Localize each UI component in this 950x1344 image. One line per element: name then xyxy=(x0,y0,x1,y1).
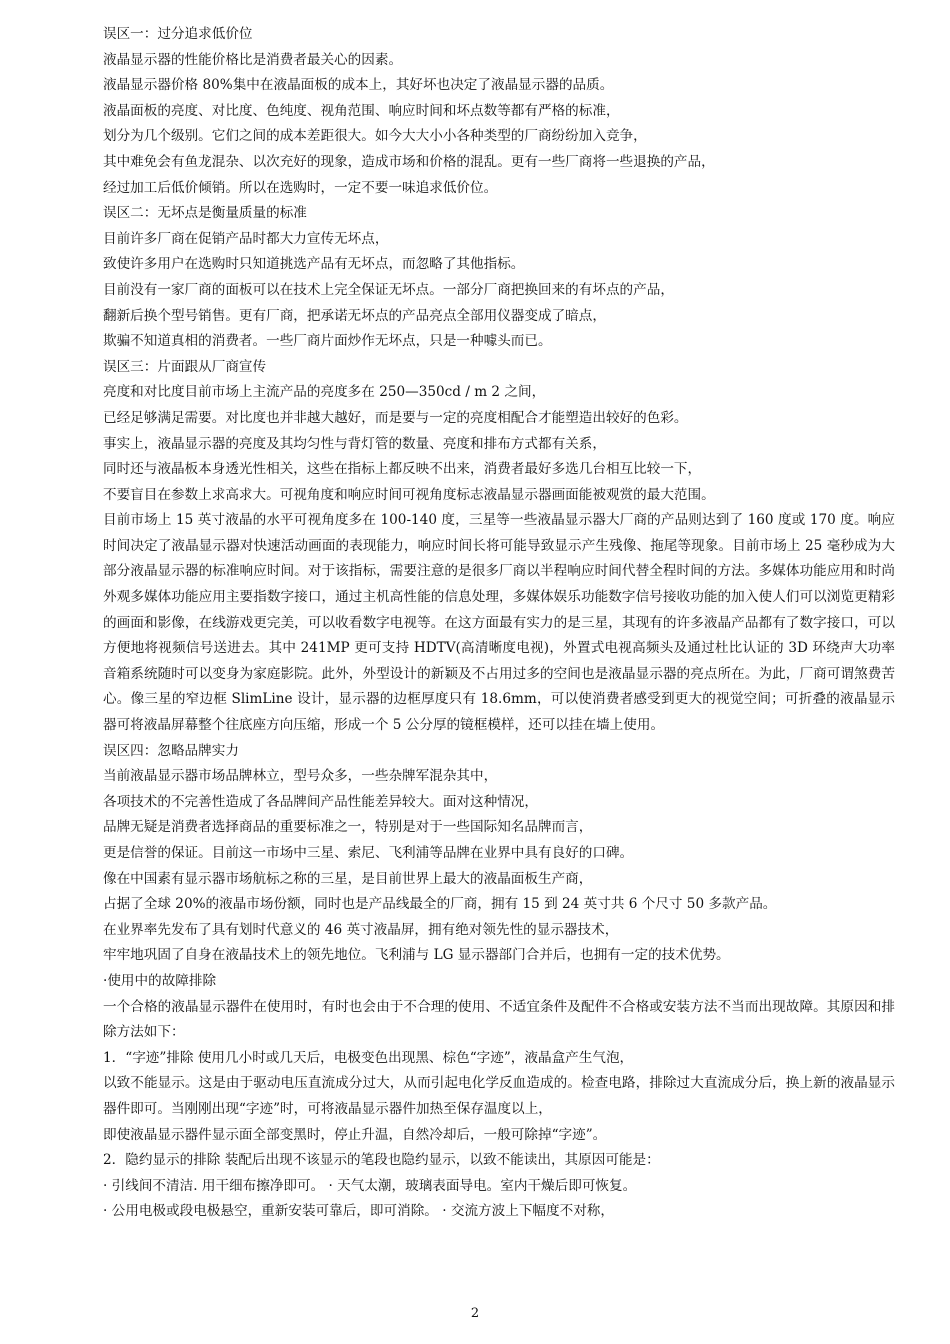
section-heading-4: 误区四：忽略品牌实力 xyxy=(103,742,239,759)
text-line: 同时还与液晶板本身透光性相关，这些在指标上都反映不出来，消费者最好多选几台相互比较一下， xyxy=(103,461,702,478)
bullet-line: · 公用电极或段电极悬空，重新安装可靠后，即可消除。 · 交流方波上下幅度不对称， xyxy=(103,1203,614,1220)
section-heading-2: 误区二：无坏点是衡量质量的标准 xyxy=(103,205,307,222)
text-line: 目前没有一家厂商的面板可以在技术上完全保证无坏点。一部分厂商把换回来的有坏点的产品， xyxy=(103,281,674,298)
text-line: 亮度和对比度目前市场上主流产品的亮度多在 250—350cd / m 2 之间， xyxy=(103,384,546,401)
text-paragraph: 目前市场上 15 英寸液晶的水平可视角度多在 100-140 度，三星等一些液晶显示器大厂商的产品则达到了 160 度或 170 度。响应时间决定了液晶显示器对快速活动画面的表现能力，响应时间长将可能导致显示产生残像、拖尾等现象。目前市场上 25 毫秒成为大部分液晶显示器的标准响应时间。对于该指标，需要注意的是很多厂商以半程响应时间代替全程时间的方法。多媒体功能应用和时尚外观多媒体功能应用主要指数字接口，通过主机高性能的信息处理，多媒体娱乐功能数字信号接收功能的加入使人们可以浏览更精彩的画面和影像，在线游戏更完美，可以收看数字电视等。在这方面最有实力的是三星，其现有的许多液晶产品都有了数字接口，可以方便地将视频信号送进去。其中 241MP 更可支持 HDTV(高清晰度电视)，外置式电视高频头及通过杜比认证的 3D 环绕声大功率音箱系统随时可以变身为家庭影院。此外，外型设计的新颖及不占用过多的空间也是液晶显示器的亮点所在。为此，厂商可谓煞费苦心。像三星的窄边框 SlimLine 设计，显示器的边框厚度只有 18.6mm，可以使消费者感受到更大的视觉空间；可折叠的液晶显示器可将液晶屏幕整个往底座方向压缩，形成一个 5 公分厚的镜框模样，还可以挂在墙上使用。 xyxy=(103,512,895,734)
text-line: 其中难免会有鱼龙混杂、以次充好的现象，造成市场和价格的混乱。更有一些厂商将一些退换的产品， xyxy=(103,153,715,170)
text-line: 液晶显示器的性能价格比是消费者最关心的因素。 xyxy=(103,51,403,68)
text-line: 当前液晶显示器市场品牌林立，型号众多，一些杂牌军混杂其中， xyxy=(103,768,498,785)
text-paragraph: 以致不能显示。这是由于驱动电压直流成分过大，从而引起电化学反血造成的。检查电路，排除过大直流成分后，换上新的液晶显示器件即可。当刚刚出现“字迹”时，可将液晶显示器件加热至保存温度以上， xyxy=(103,1075,895,1117)
text-line: 各项技术的不完善性造成了各品牌间产品性能差异较大。面对这种情况， xyxy=(103,793,538,810)
text-line: 经过加工后低价倾销。所以在选购时，一定不要一味追求低价位。 xyxy=(103,179,498,196)
text-line: 翻新后换个型号销售。更有厂商，把承诺无坏点的产品亮点全部用仪器变成了暗点， xyxy=(103,307,606,324)
bullet-line: · 引线间不清洁. 用干细布擦净即可。 · 天气太潮，玻璃表面导电。室内干燥后即可恢复。 xyxy=(103,1177,637,1194)
document-page xyxy=(103,22,895,1225)
text-line: 牢牢地巩固了自身在液晶技术上的领先地位。飞利浦与 LG 显示器部门合并后，也拥有一定的技术优势。 xyxy=(103,947,730,964)
text-line: 欺骗不知道真相的消费者。一些厂商片面炒作无坏点，只是一种噱头而已。 xyxy=(103,333,552,350)
text-line: 不要盲目在参数上求高求大。可视角度和响应时间可视角度标志液晶显示器画面能被观赏的最大范围。 xyxy=(103,486,715,503)
list-item-title: 1．“字迹”排除 使用几小时或几天后，电极变色出现黑、棕色“字迹”，液晶盒产生气泡， xyxy=(103,1049,634,1066)
text-line: 在业界率先发布了具有划时代意义的 46 英寸液晶屏，拥有绝对领先性的显示器技术， xyxy=(103,921,619,938)
text-line: 即使液晶显示器件显示面全部变黑时，停止升温，自然冷却后，一般可除掉“字迹”。 xyxy=(103,1126,607,1143)
text-line: 像在中国素有显示器市场航标之称的三星，是目前世界上最大的液晶面板生产商， xyxy=(103,870,593,887)
text-paragraph: 一个合格的液晶显示器件在使用时，有时也会由于不合理的使用、不适宜条件及配件不合格或安装方法不当而出现故障。其原因和排除方法如下： xyxy=(103,998,895,1041)
text-line: 液晶面板的亮度、对比度、色纯度、视角范围、响应时间和坏点数等都有严格的标准， xyxy=(103,102,620,119)
section-heading-5: ·使用中的故障排除 xyxy=(103,972,217,989)
text-line: 品牌无疑是消费者选择商品的重要标准之一，特别是对于一些国际知名品牌而言， xyxy=(103,819,593,836)
text-line: 液晶显示器价格 80%集中在液晶面板的成本上，其好坏也决定了液晶显示器的品质。 xyxy=(103,77,614,94)
page-number: 2 xyxy=(470,1306,480,1321)
section-heading-1: 误区一：过分追求低价位 xyxy=(103,26,253,42)
text-line: 划分为几个级别。它们之间的成本差距很大。如今大大小小各种类型的厂商纷纷加入竞争， xyxy=(103,128,647,145)
text-line: 已经足够满足需要。对比度也并非越大越好，而是要与一定的亮度相配合才能塑造出较好的色彩。 xyxy=(103,409,688,426)
text-line: 占据了全球 20%的液晶市场份额，同时也是产品线最全的厂商，拥有 15 到 24 英寸共 6 个尺寸 50 多款产品。 xyxy=(103,896,777,913)
list-item-title: 2．隐约显示的排除 装配后出现不该显示的笔段也隐约显示，以致不能读出，其原因可能是： xyxy=(103,1152,660,1169)
text-line: 目前许多厂商在促销产品时都大力宣传无坏点， xyxy=(103,230,389,247)
section-heading-3: 误区三：片面跟从厂商宣传 xyxy=(103,358,267,375)
text-line: 更是信誉的保证。目前这一市场中三星、索尼、飞利浦等品牌在业界中具有良好的口碑。 xyxy=(103,845,634,861)
text-line: 致使许多用户在选购时只知道挑选产品有无坏点，而忽略了其他指标。 xyxy=(103,256,525,273)
text-line: 事实上，液晶显示器的亮度及其均匀性与背灯管的数量、亮度和排布方式都有关系， xyxy=(103,435,606,452)
